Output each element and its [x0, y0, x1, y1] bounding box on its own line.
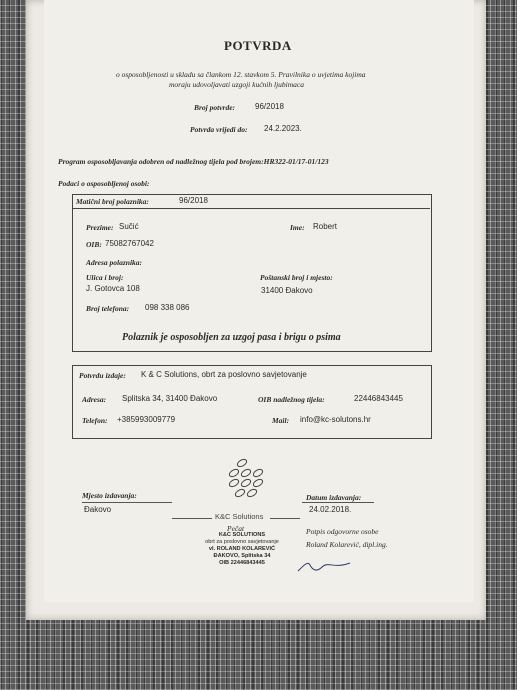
- issuer-oib-label: OIB nadležnog tijela:: [258, 395, 325, 404]
- prezime-value: Sučić: [119, 222, 139, 231]
- pecat-label: Pečat: [227, 524, 245, 533]
- issuer-adresa-value: Splitska 34, 31400 Đakovo: [122, 394, 218, 403]
- maticni-value: 96/2018: [179, 196, 208, 205]
- intro-line-1: o osposobljenosti u skladu sa člankom 12. stavkom 5. Pravilnika o uvjetima kojima: [116, 70, 366, 79]
- issuer-mail-value: info@kc-solutons.hr: [300, 415, 371, 424]
- postanski-label: Poštanski broj i mjesto:: [260, 273, 333, 282]
- issuer-oib-value: 22446843445: [354, 394, 403, 403]
- stamp-line-3: vl. ROLAND KOLAREVIĆ: [208, 546, 276, 552]
- logo-wordmark: K&C Solutions: [215, 512, 264, 521]
- program-line: Program osposobljavanja odobren od nadležnog tijela pod brojem:HR322-01/17-01/123: [58, 157, 329, 166]
- intro-line-2: moraju udovoljavati uzgoji kućnih ljubimaca: [169, 80, 304, 89]
- prezime-label: Prezime:: [86, 223, 114, 232]
- telefon-label: Broj telefona:: [86, 304, 130, 313]
- stamp-line-4: ĐAKOVO, Splitska 34: [213, 553, 271, 559]
- datum-underline: [302, 502, 374, 503]
- ime-label: Ime:: [290, 223, 305, 232]
- issuer-mail-label: Mail:: [272, 416, 290, 425]
- vrijedi-value: 24.2.2023.: [264, 124, 302, 133]
- ime-value: Robert: [313, 222, 338, 231]
- issuer-telefon-value: +385993009779: [117, 415, 176, 424]
- document-title: POTVRDA: [224, 38, 292, 53]
- logo-line-right: [270, 518, 300, 519]
- kc-solutions-logo-icon: [220, 455, 280, 505]
- podaci-label: Podaci o osposobljenoj osobi:: [58, 179, 150, 188]
- postanski-value: 31400 Đakovo: [261, 286, 313, 295]
- stamp-line-5: OIB 22446843445: [219, 560, 265, 566]
- vrijedi-label: Potvrda vrijedi do:: [190, 125, 248, 134]
- oib-value: 75082767042: [105, 239, 154, 248]
- izdaje-value: K & C Solutions, obrt za poslovno savjetovanje: [141, 370, 307, 379]
- maticni-label: Matični broj polaznika:: [76, 197, 149, 206]
- mjesto-value: Đakovo: [84, 505, 112, 514]
- telefon-value: 098 338 086: [145, 303, 190, 312]
- qualification-statement: Polaznik je osposobljen za uzgoj pasa i brigu o psima: [122, 332, 341, 343]
- oib-label: OIB:: [86, 240, 102, 249]
- potpis-label: Potpis odgovorne osobe: [306, 527, 379, 536]
- handwritten-signature: [294, 555, 354, 575]
- potpis-value: Roland Kolarević, dipl.ing.: [306, 540, 388, 549]
- izdaje-label: Potvrdu izdaje:: [79, 371, 126, 380]
- mjesto-underline: [82, 502, 172, 503]
- issuer-telefon-label: Telefon:: [82, 416, 108, 425]
- stamp-line-2: obrt za poslovno savjetovanje: [205, 539, 279, 545]
- ulica-label: Ulica i broj:: [86, 273, 124, 282]
- company-stamp: [192, 532, 292, 567]
- datum-value: 24.02.2018.: [309, 505, 352, 514]
- adresa-label: Adresa polaznika:: [86, 258, 143, 267]
- broj-potvrde-label: Broj potvrde:: [194, 103, 236, 112]
- broj-potvrde-value: 96/2018: [255, 102, 284, 111]
- stamp-line-1: K&C SOLUTIONS: [218, 532, 266, 538]
- mjesto-label: Mjesto izdavanja:: [82, 491, 137, 500]
- certificate-document: [44, 0, 474, 602]
- logo-line-left: [172, 518, 212, 519]
- issuer-adresa-label: Adresa:: [82, 395, 107, 404]
- datum-label: Datum izdavanja:: [306, 493, 362, 502]
- ulica-value: J. Gotovca 108: [86, 284, 140, 293]
- person-box: [72, 194, 432, 352]
